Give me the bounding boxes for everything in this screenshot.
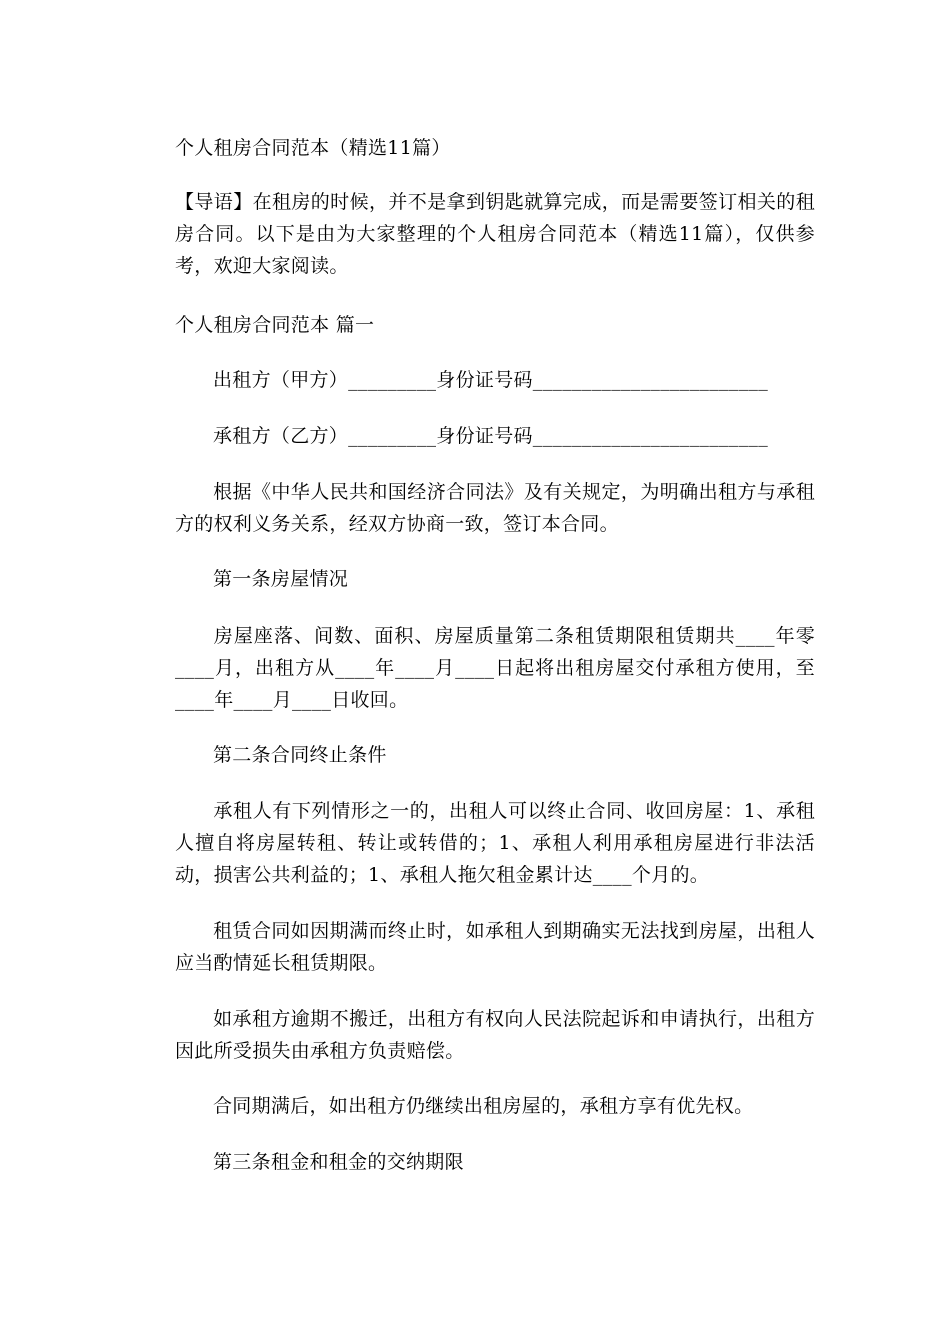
document-title: 个人租房合同范本（精选11篇） [175, 137, 451, 159]
overdue-paragraph [175, 1003, 815, 1067]
priority-paragraph: 合同期满后，如出租方仍继续出租房屋的，承租方享有优先权。 [213, 1095, 754, 1117]
overdue-text: 如承租方逾期不搬迁，出租方有权向人民法院起诉和申请执行，出租方因此所受损失由承租方负责赔偿。 [175, 1008, 815, 1062]
section-title: 个人租房合同范本 篇一 [175, 314, 375, 336]
article-2-title: 第二条合同终止条件 [213, 744, 387, 766]
basis-paragraph [175, 476, 815, 540]
extend-paragraph [175, 915, 815, 979]
house-paragraph [175, 620, 815, 716]
extend-text: 租赁合同如因期满而终止时，如承租人到期确实无法找到房屋，出租人应当酌情延长租赁期限。 [175, 920, 815, 974]
lessor-line: 出租方（甲方）_________身份证号码________________________ [213, 369, 769, 391]
article-3-title: 第三条租金和租金的交纳期限 [213, 1151, 464, 1173]
intro-paragraph: 【导语】在租房的时候，并不是拿到钥匙就算完成，而是需要签订相关的租房合同。以下是由为大家整理的个人租房合同范本（精选11篇），仅供参考，欢迎大家阅读。 [175, 191, 815, 277]
basis-text: 根据《中华人民共和国经济合同法》及有关规定，为明确出租方与承租方的权利义务关系，经双方协商一致，签订本合同。 [175, 481, 815, 535]
lessee-line: 承租方（乙方）_________身份证号码________________________ [213, 425, 769, 447]
article-1-title: 第一条房屋情况 [213, 568, 349, 590]
termination-paragraph [175, 795, 815, 891]
house-text: 房屋座落、间数、面积、房屋质量第二条租赁期限租赁期共____年零____月，出租方从____年____月____日起将出租房屋交付承租方使用，至____年____月____日收回。 [175, 625, 815, 711]
termination-text: 承租人有下列情形之一的，出租人可以终止合同、收回房屋：1、承租人擅自将房屋转租、转让或转借的；1、承租人利用承租房屋进行非法活动，损害公共利益的；1、承租人拖欠租金累计达____个月的。 [175, 800, 815, 886]
